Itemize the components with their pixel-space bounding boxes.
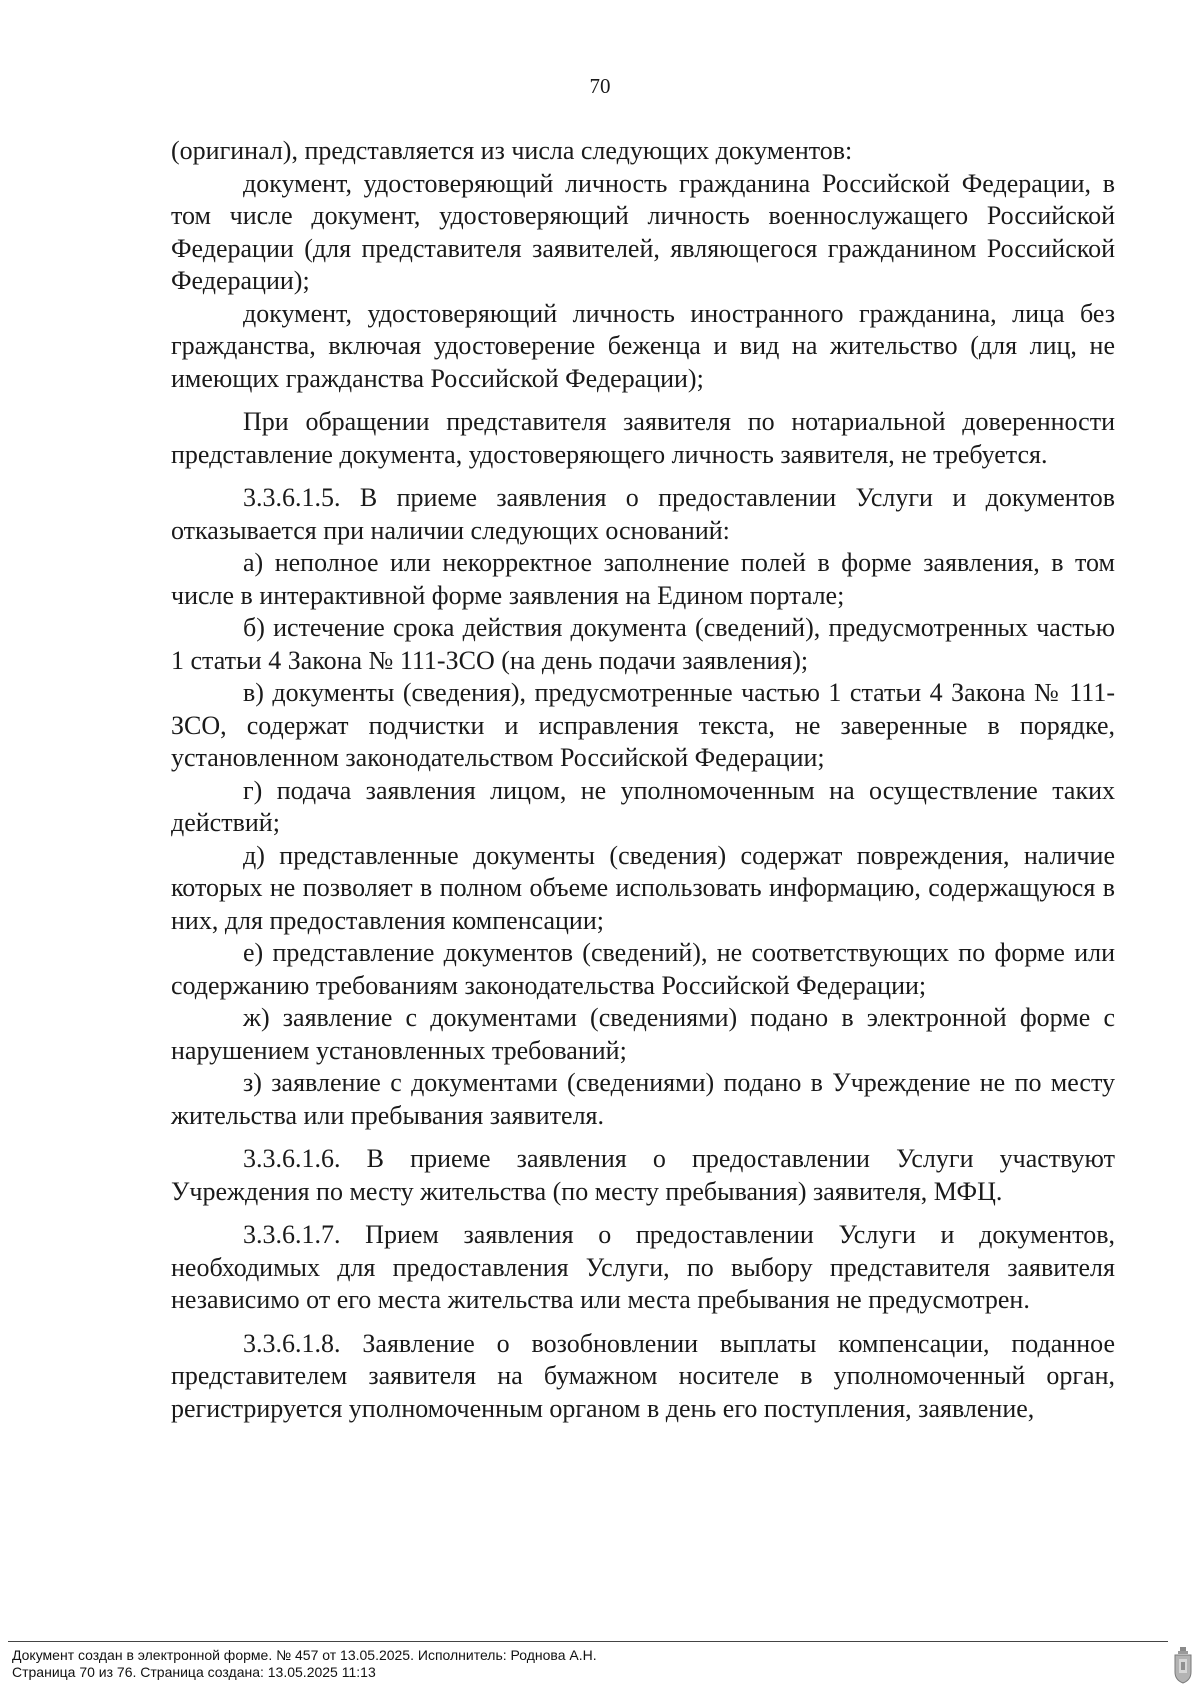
list-item: в) документы (сведения), предусмотренные частью 1 статьи 4 Закона № 111-ЗСО, содержат подчистки и исправления текста, не заверенные в порядке, установленном законодательством Российской Федерации; [171, 678, 1115, 772]
section-heading-paragraph: 3.3.6.1.7. Прием заявления о предоставлении Услуги и документов, необходимых для предоставления Услуги, по выбору представителя заявителя независимо от его места жительства или места пребывания не предусмотрен. [171, 1220, 1115, 1314]
document-body [171, 135, 1115, 1425]
list-item: е) представление документов (сведений), не соответствующих по форме или содержанию требованиям законодательства Российской Федерации; [171, 938, 1115, 1000]
list-item: г) подача заявления лицом, не уполномоченным на осуществление таких действий; [171, 775, 1115, 837]
list-item: а) неполное или некорректное заполнение полей в форме заявления, в том числе в интерактивной форме заявления на Едином портале; [171, 548, 1115, 610]
paragraph: При обращении представителя заявителя по нотариальной доверенности представление документа, удостоверяющего личность заявителя, не требуется. [171, 407, 1115, 469]
list-item: б) истечение срока действия документа (сведений), предусмотренных частью 1 статьи 4 Закона № 111-ЗСО (на день подачи заявления); [171, 613, 1115, 675]
paragraph: документ, удостоверяющий личность иностранного гражданина, лица без гражданства, включая удостоверение беженца и вид на жительство (для лиц, не имеющих гражданства Российской Федерации); [171, 298, 1115, 393]
section-heading-paragraph: 3.3.6.1.8. Заявление о возобновлении выплаты компенсации, поданное представителем заявителя на бумажном носителе в уполномоченный орган, регистрируется уполномоченным органом в день его поступления, заявление, [171, 1328, 1115, 1423]
section-heading-paragraph: 3.3.6.1.5. В приеме заявления о предоставлении Услуги и документов отказывается при наличии следующих оснований: [171, 483, 1115, 545]
footer-line-document-info: Документ создан в электронной форме. № 457 от 13.05.2025. Исполнитель: Роднова А.Н. [12, 1647, 597, 1663]
paragraph: (оригинал), представляется из числа следующих документов: [171, 136, 853, 165]
footer-line-page-info: Страница 70 из 76. Страница создана: 13.05.2025 11:13 [12, 1664, 376, 1680]
footer-divider [8, 1641, 1168, 1642]
list-item: д) представленные документы (сведения) содержат повреждения, наличие которых не позволяет в полном объеме использовать информацию, содержащуюся в них, для предоставления компенсации; [171, 840, 1115, 935]
document-footer [12, 1647, 597, 1681]
list-item: з) заявление с документами (сведениями) подано в Учреждение не по месту жительства или пребывания заявителя. [171, 1068, 1115, 1130]
coat-of-arms-icon [1172, 1646, 1194, 1684]
section-heading-paragraph: 3.3.6.1.6. В приеме заявления о предоставлении Услуги участвуют Учреждения по месту жительства (по месту пребывания) заявителя, МФЦ. [171, 1144, 1115, 1206]
page-number: 70 [589, 74, 611, 98]
paragraph: документ, удостоверяющий личность гражданина Российской Федерации, в том числе документ, удостоверяющий личность военнослужащего Российской Федерации (для представителя заявителей, являющегося гражданином Российской Федерации); [171, 168, 1115, 295]
list-item: ж) заявление с документами (сведениями) подано в электронной форме с нарушением установленных требований; [171, 1003, 1115, 1065]
